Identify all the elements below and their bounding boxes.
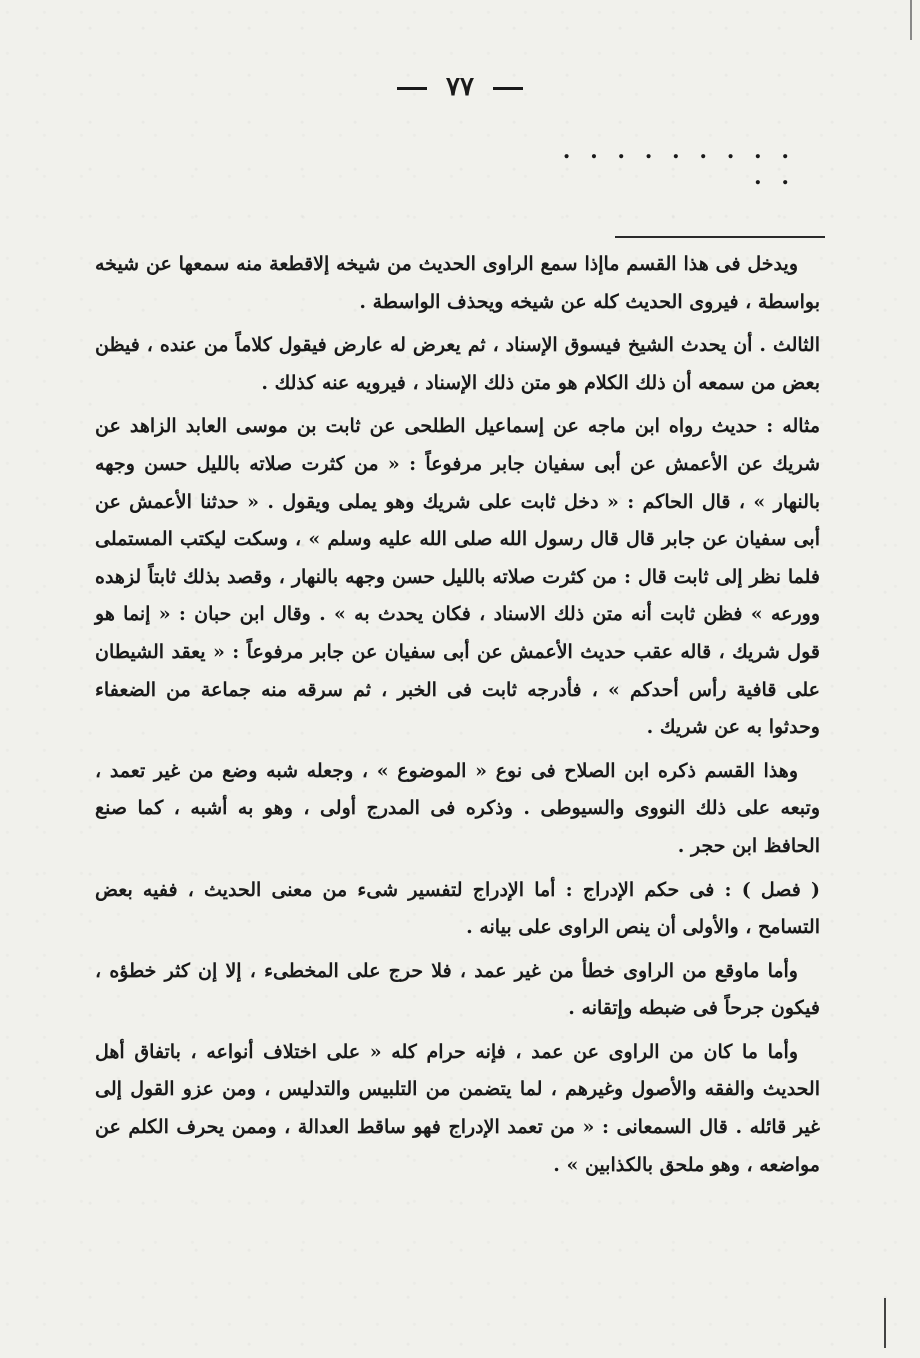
paragraph-6: وأما ماوقع من الراوى خطأ من غير عمد ، فلا حرج على المخطىء ، إلا إن كثر خطؤه ، فيكون جرحاً فى ضبطه وإتقانه . bbox=[95, 959, 820, 1020]
page-number: ٧٧ bbox=[446, 72, 474, 102]
scan-edge-mark bbox=[884, 1298, 886, 1348]
header-dash-left bbox=[397, 87, 427, 90]
paragraph-7: وأما ما كان من الراوى عن عمد ، فإنه حرام كله « على اختلاف أنواعه ، باتفاق أهل الحديث والفقه والأصول وغيرهم ، لما يتضمن من التلبيس والتدليس ، ومن عزو القول إلى غير قائله . قال السمعانى : « من تعمد الإدراج فهو ساقط العدالة ، وممن يحرف الكلم عن مواضعه ، وهو ملحق بالكذابين » . bbox=[95, 1040, 820, 1176]
separator-rule bbox=[615, 236, 825, 238]
paragraph-3: مثاله : حديث رواه ابن ماجه عن إسماعيل الطلحى عن ثابت بن موسى العابد الزاهد عن شريك عن الأعمش عن أبى سفيان جابر مرفوعاً : « من كثرت صلاته بالليل حسن وجهه بالنهار » ، قال الحاكم : « دخل ثابت على شريك وهو يملى ويقول . « حدثنا الأعمش عن أبى سفيان عن جابر قال قال رسول الله صلى الله عليه وسلم » ، وسكت ليكتب المستملى فلما نظر إلى ثابت قال : من كثرت صلاته بالليل حسن وجهه بالنهار ، وقصد بذلك ثابتاً لزهده وورعه » فظن ثابت أنه متن ذلك الاسناد ، فكان يحدث به » . وقال ابن حبان : « إنما هو قول شريك ، قاله عقب حديث الأعمش عن أبى سفيان عن جابر مرفوعاً : « يعقد الشيطان على قافية رأس أحدكم » ، فأدرجه ثابت فى الخبر ، ثم سرقه منه جماعة من الضعفاء وحدثوا به عن شريك . bbox=[95, 415, 820, 739]
paragraph-4: وهذا القسم ذكره ابن الصلاح فى نوع « الموضوع » ، وجعله شبه وضع من غير تعمد ، وتبعه على ذلك النووى والسيوطى . وذكره فى المدرج أولى ، وهو به أشبه ، كما صنع الحافظ ابن حجر . bbox=[95, 759, 820, 857]
continuation-ellipsis: . . . . . . . . . . . bbox=[562, 138, 795, 190]
header-dash-right bbox=[493, 87, 523, 90]
scan-edge-mark-top bbox=[910, 0, 912, 40]
page-body bbox=[95, 246, 820, 1190]
paragraph-1: ويدخل فى هذا القسم ماإذا سمع الراوى الحديث من شيخه إلاقطعة منه سمعها عن شيخه بواسطة ، فيروى الحديث كله عن شيخه ويحذف الواسطة . bbox=[95, 253, 820, 313]
paragraph-5: ( فصل ) : فى حكم الإدراج : أما الإدراج لتفسير شىء من معنى الحديث ، ففيه بعض التسامح ، والأولى أن ينص الراوى على بيانه . bbox=[95, 878, 820, 939]
paragraph-2: الثالث . أن يحدث الشيخ فيسوق الإسناد ، ثم يعرض له عارض فيقول كلاماً من عنده ، فيظن بعض من سمعه أن ذلك الكلام هو متن ذلك الإسناد ، فيرويه عنه كذلك . bbox=[95, 334, 820, 394]
page-header bbox=[0, 72, 920, 102]
